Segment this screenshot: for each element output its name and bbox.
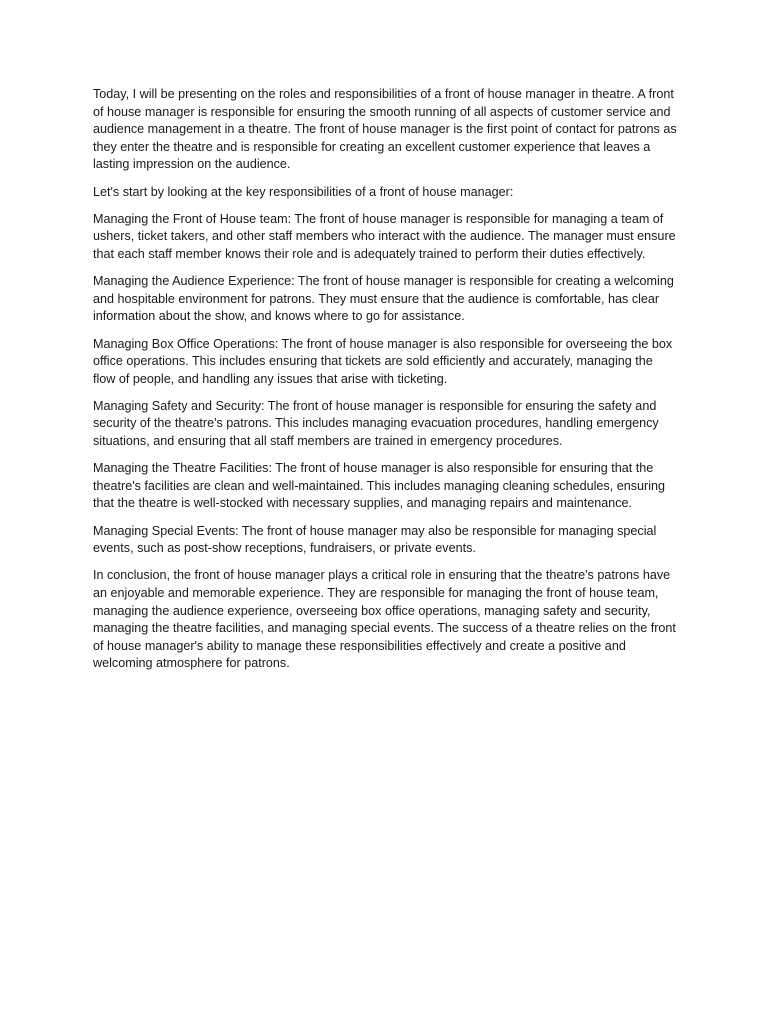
audience-experience-paragraph: Managing the Audience Experience: The front of house manager is responsible for creating a welcoming and hospitable environment for patrons. They must ensure that the audience is comfortable, has clear information about the show, and knows where to go for assistance. (93, 274, 674, 324)
document-page (93, 86, 677, 683)
lead-in-paragraph: Let's start by looking at the key responsibilities of a front of house manager: (93, 184, 514, 199)
special-events-paragraph: Managing Special Events: The front of house manager may also be responsible for managing special events, such as post-show receptions, fundraisers, or private events. (93, 523, 657, 556)
front-of-house-team-paragraph: Managing the Front of House team: The front of house manager is responsible for managing a team of ushers, ticket takers, and other staff members who interact with the audience. The manager must ensure that each staff member knows their role and is adequately trained to perform their duties effectively. (93, 211, 676, 261)
intro-paragraph: Today, I will be presenting on the roles and responsibilities of a front of house manager in theatre. A front of house manager is responsible for ensuring the smooth running of all aspects of customer service and audience management in a theatre. The front of house manager is the first point of contact for patrons as they enter the theatre and is responsible for creating an excellent customer experience that leaves a lasting impression on the audience. (93, 87, 677, 172)
safety-security-paragraph: Managing Safety and Security: The front of house manager is responsible for ensuring the safety and security of the theatre's patrons. This includes managing evacuation procedures, handling emergency situations, and ensuring that all staff members are trained in emergency procedures. (93, 398, 659, 449)
theatre-facilities-paragraph: Managing the Theatre Facilities: The front of house manager is also responsible for ensuring that the theatre's facilities are clean and well-maintained. This includes managing cleaning schedules, ensuring that the theatre is well-stocked with necessary supplies, and managing repairs and maintenance. (93, 461, 666, 511)
box-office-paragraph: Managing Box Office Operations: The front of house manager is also responsible for overseeing the box office operations. This includes ensuring that tickets are sold efficiently and accurately, managing the flow of people, and handling any issues that arise with ticketing. (93, 336, 673, 386)
conclusion-paragraph: In conclusion, the front of house manager plays a critical role in ensuring that the theatre's patrons have an enjoyable and memorable experience. They are responsible for managing the front of house team, managing the audience experience, overseeing box office operations, managing safety and security, managing the theatre facilities, and managing special events. The success of a theatre relies on the front of house manager's ability to manage these responsibilities effectively and create a positive and welcoming atmosphere for patrons. (93, 568, 676, 671)
